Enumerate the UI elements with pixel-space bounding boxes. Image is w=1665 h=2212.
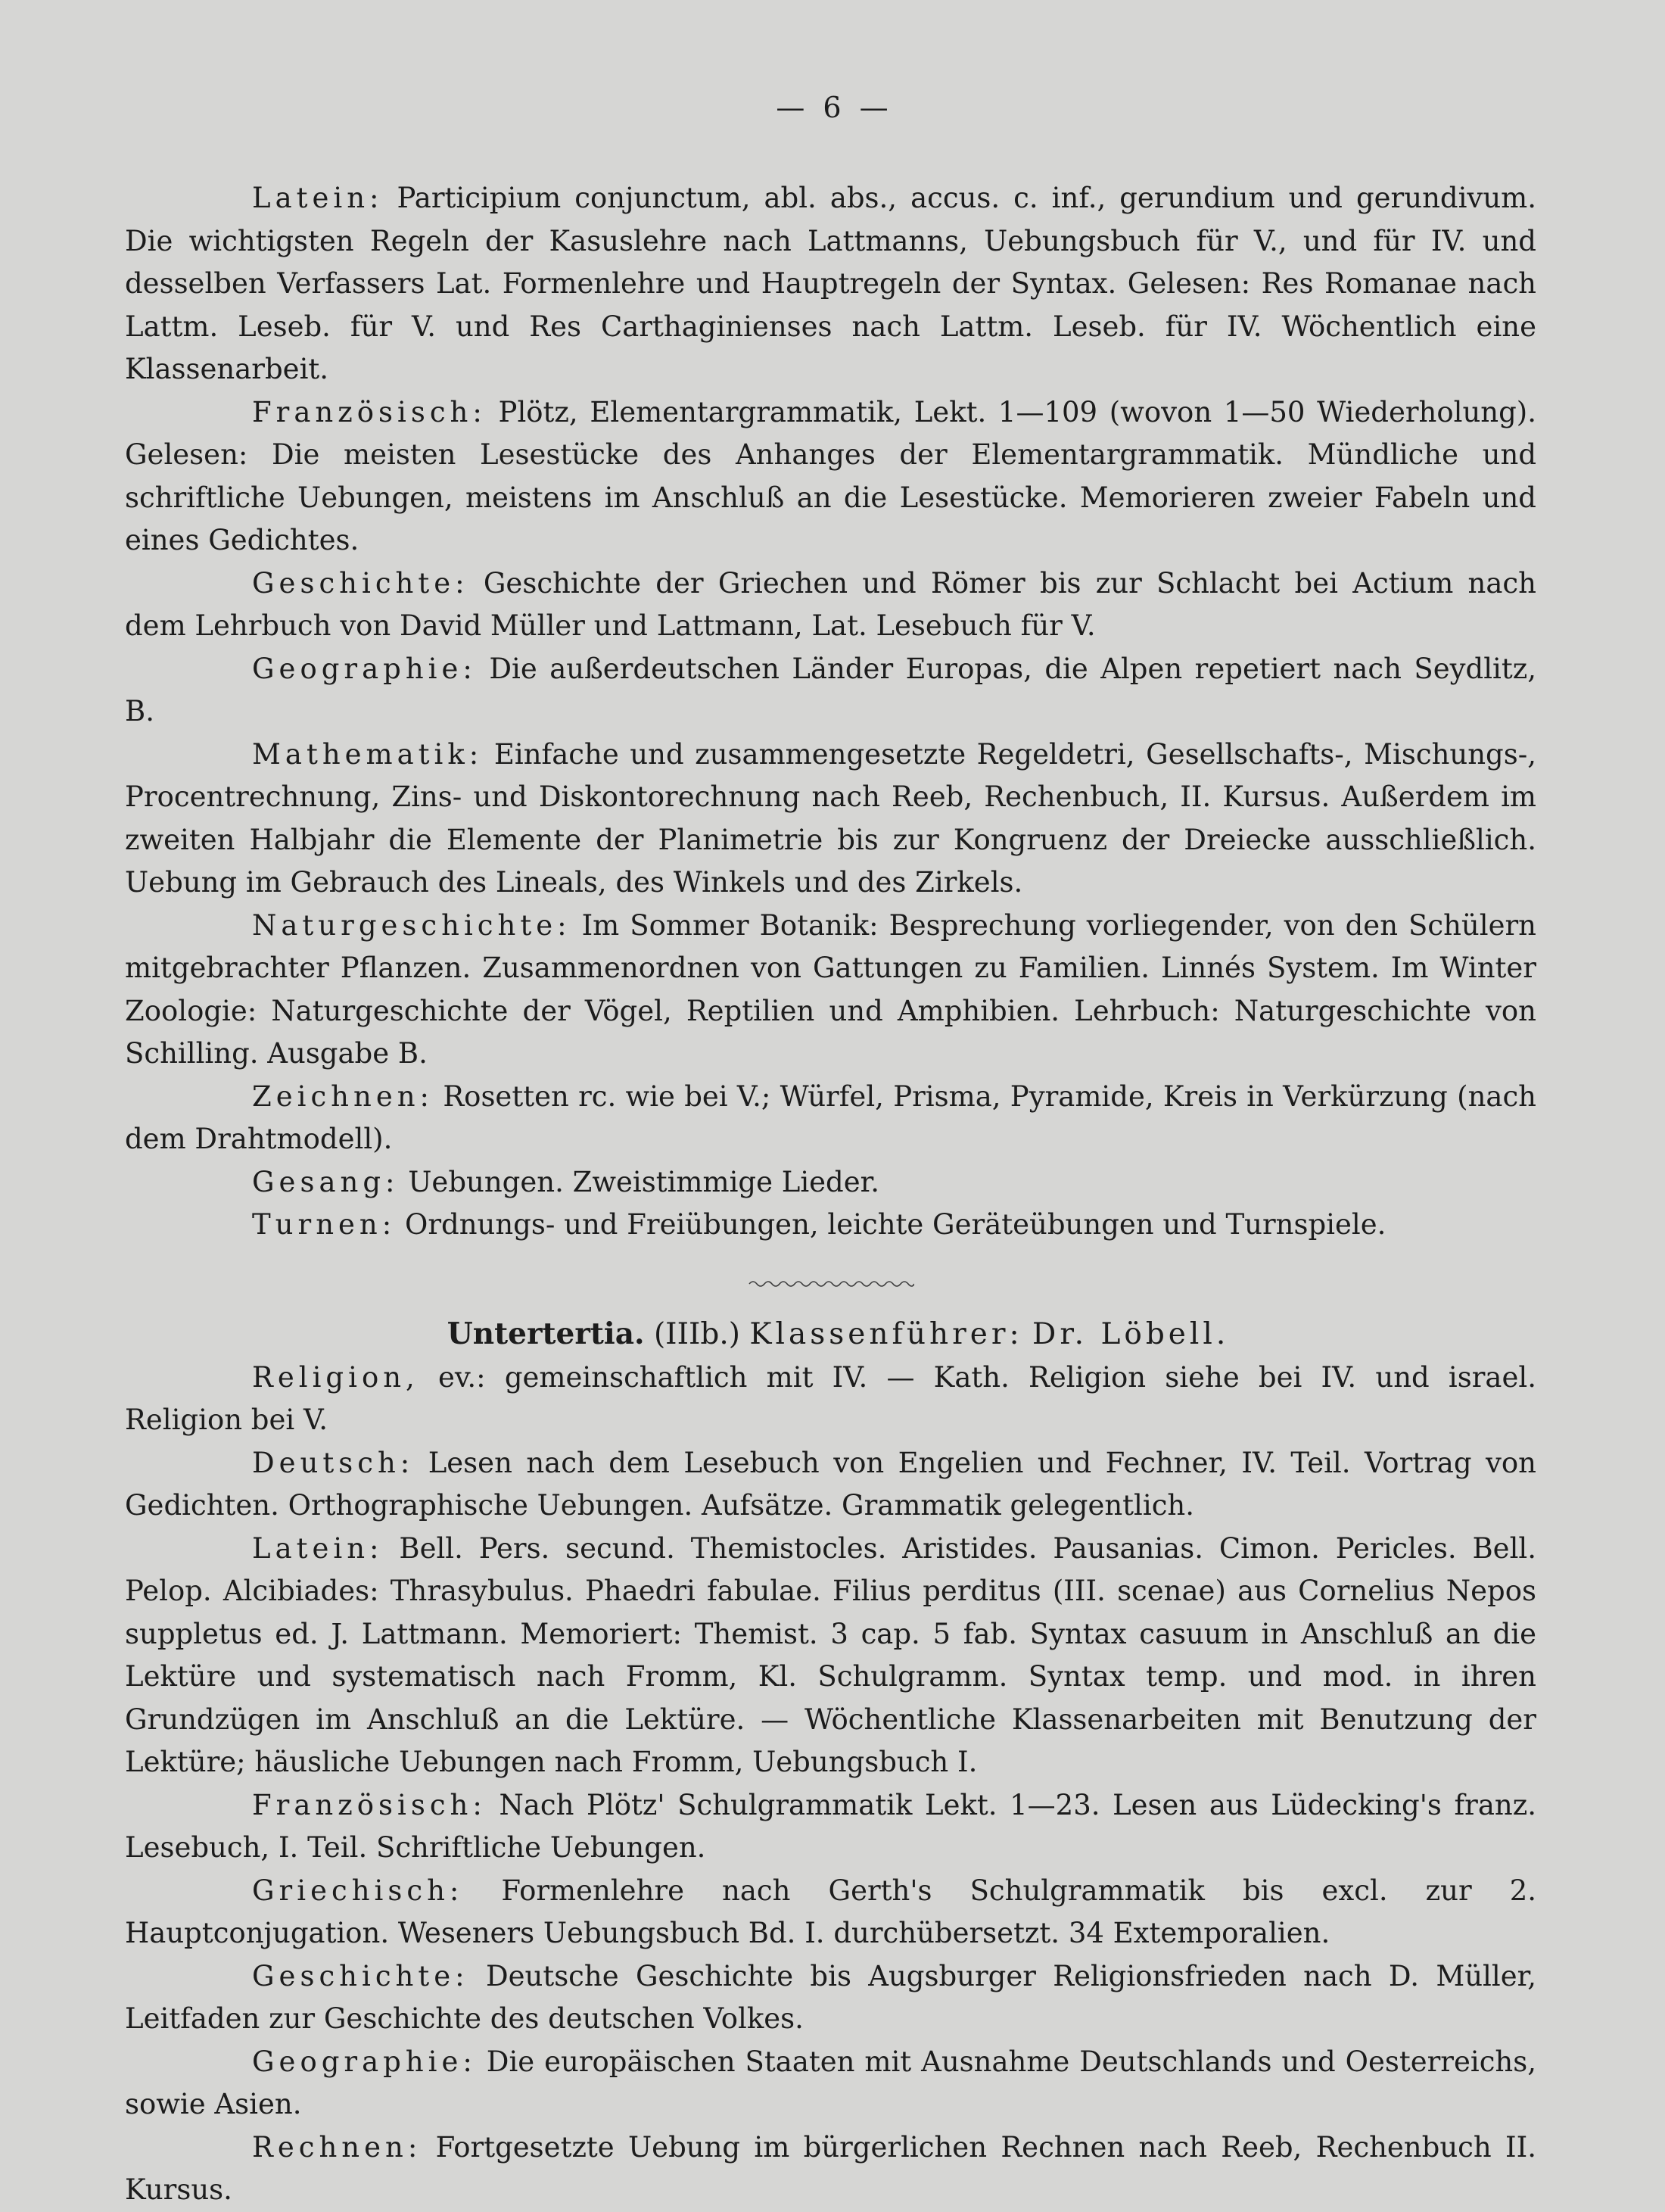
subject-label: Latein: (252, 182, 384, 214)
curriculum-block-untertertia (125, 1312, 1536, 2212)
entry-turnen (125, 1204, 1536, 1247)
entry-geschichte (125, 562, 1536, 648)
entry-mathematik (125, 734, 1536, 905)
entry-franzoesisch (125, 391, 1536, 562)
page-number: — 6 — (776, 91, 893, 124)
section-heading (125, 1312, 1536, 1357)
entry-latein (125, 1528, 1536, 1784)
entry-gesang (125, 1161, 1536, 1204)
subject-label: Naturgeschichte: (252, 908, 571, 942)
subject-label: Geographie: (252, 652, 477, 685)
subject-text: Deutsche Geschichte bis Augsburger Religionsfrieden nach D. Müller, Leitfaden zur Geschichte des deutschen Volkes. (125, 1959, 1536, 2035)
class-title: Untertertia. (447, 1316, 645, 1351)
subject-label: Deutsch: (252, 1446, 415, 1479)
subject-text: Plötz, Elementargrammatik, Lekt. 1—109 (wovon 1—50 Wiederholung). Gelesen: Die meisten Lesestücke des Anhanges der Elementargrammatik. Mündliche und schriftliche Uebungen, meistens im Anschluß an die Lesestücke. Memorieren zweier Fabeln und eines Gedichtes. (125, 395, 1537, 556)
entry-geographie (125, 648, 1536, 734)
subject-label: Geographie: (252, 2045, 477, 2078)
subject-text: Participium conjunctum, abl. abs., accus. c. inf., gerundium und gerundivum. Die wichtigsten Regeln der Kasuslehre nach Lattmanns, Uebungsbuch für V., und für IV. und desselben Verfassers Lat. Formenlehre und Hauptregeln der Syntax. Gelesen: Res Romanae nach Lattm. Leseb. für V. und Res Carthaginienses nach Lattm. Leseb. für IV. Wöchentlich eine Klassenarbeit. (125, 182, 1536, 385)
entry-religion (125, 1357, 1536, 1442)
subject-text: Nach Plötz' Schulgrammatik Lekt. 1—23. Lesen aus Lüdecking's franz. Lesebuch, I. Teil. Schriftliche Uebungen. (125, 1788, 1536, 1864)
subject-label: Geschichte: (252, 1959, 469, 1992)
class-leader-name: Dr. Löbell. (1032, 1316, 1230, 1351)
subject-text: Im Sommer Botanik: Besprechung vorliegender, von den Schülern mitgebrachter Pflanzen. Zusammenordnen von Gattungen zu Familien. Linnés System. Im Winter Zoologie: Naturgeschichte der Vögel, Reptilien und Amphibien. Lehrbuch: Naturgeschichte von Schilling. Ausgabe B. (125, 908, 1536, 1070)
entry-geographie (125, 2041, 1536, 2126)
subject-label: Mathematik: (252, 737, 484, 771)
subject-label: Zeichnen: (252, 1080, 434, 1113)
subject-label: Französisch: (252, 1788, 487, 1821)
subject-label: Religion, (252, 1360, 419, 1394)
wavy-divider (748, 1279, 914, 1289)
entry-deutsch (125, 1442, 1536, 1528)
subject-label: Turnen: (252, 1208, 397, 1241)
subject-text: ev.: gemeinschaftlich mit IV. — Kath. Religion siehe bei IV. und israel. Religion bei V. (125, 1360, 1536, 1436)
subject-label: Rechnen: (252, 2130, 422, 2164)
curriculum-block-previous-class (125, 177, 1536, 1247)
entry-franzoesisch (125, 1784, 1536, 1870)
subject-text: Die europäischen Staaten mit Ausnahme Deutschlands und Oesterreichs, sowie Asien. (125, 2045, 1536, 2120)
subject-label: Französisch: (252, 395, 487, 428)
entry-geschichte (125, 1955, 1536, 2041)
subject-text: Rosetten rc. wie bei V.; Würfel, Prisma, Pyramide, Kreis in Verkürzung (nach dem Drahtmodell). (125, 1080, 1537, 1155)
subject-text: Formenlehre nach Gerth's Schulgrammatik bis excl. zur 2. Hauptconjugation. Weseners Uebungsbuch Bd. I. durchübersetzt. 34 Extemporalien. (125, 1874, 1536, 1949)
subject-label: Latein: (252, 1531, 384, 1565)
subject-label: Griechisch: (252, 1874, 464, 1907)
subject-text: Ordnungs- und Freiübungen, leichte Geräteübungen und Turnspiele. (404, 1208, 1386, 1241)
entry-naturgeschichte (125, 905, 1536, 1076)
entry-rechnen (125, 2126, 1536, 2212)
subject-text: Geschichte der Griechen und Römer bis zur Schlacht bei Actium nach dem Lehrbuch von David Müller und Lattmann, Lat. Lesebuch für V. (125, 566, 1536, 642)
entry-zeichnen (125, 1076, 1536, 1161)
entry-latein (125, 177, 1536, 391)
subject-text: Fortgesetzte Uebung im bürgerlichen Rechnen nach Reeb, Rechenbuch II. Kursus. (125, 2130, 1536, 2206)
subject-text: Uebungen. Zweistimmige Lieder. (408, 1165, 880, 1198)
subject-text: Bell. Pers. secund. Themistocles. Aristides. Pausanias. Cimon. Pericles. Bell. Pelop. Alcibiades: Thrasybulus. Phaedri fabulae. Filius perditus (III. scenae) aus Cornelius Nepos suppletus ed. J. Lattmann. Memoriert: Themist. 3 cap. 5 fab. Syntax casuum in Anschluß an die Lektüre und systematisch nach Fromm, Kl. Schulgramm. Syntax temp. und mod. in ihren Grundzügen im Anschluß an die Lektüre. — Wöchentliche Klassenarbeiten mit Benutzung der Lektüre; häusliche Uebungen nach Fromm, Uebungsbuch I. (125, 1531, 1537, 1778)
class-code: (IIIb.) (653, 1316, 740, 1351)
subject-text: Lesen nach dem Lesebuch von Engelien und Fechner, IV. Teil. Vortrag von Gedichten. Orthographische Uebungen. Aufsätze. Grammatik gelegentlich. (125, 1446, 1537, 1522)
subject-label: Gesang: (252, 1165, 400, 1198)
subject-text: Die außerdeutschen Länder Europas, die Alpen repetiert nach Seydlitz, B. (125, 652, 1536, 727)
subject-label: Geschichte: (252, 566, 469, 600)
subject-text: Einfache und zusammengesetzte Regeldetri, Gesellschafts-, Mischungs-, Procentrechnung, Zins- und Diskontorechnung nach Reeb, Rechenbuch, II. Kursus. Außerdem im zweiten Halbjahr die Elemente der Planimetrie bis zur Kongruenz der Dreiecke ausschließlich. Uebung im Gebrauch des Lineals, des Winkels und des Zirkels. (125, 737, 1536, 899)
class-leader-label: Klassenführer: (749, 1316, 1023, 1351)
entry-griechisch (125, 1870, 1536, 1955)
